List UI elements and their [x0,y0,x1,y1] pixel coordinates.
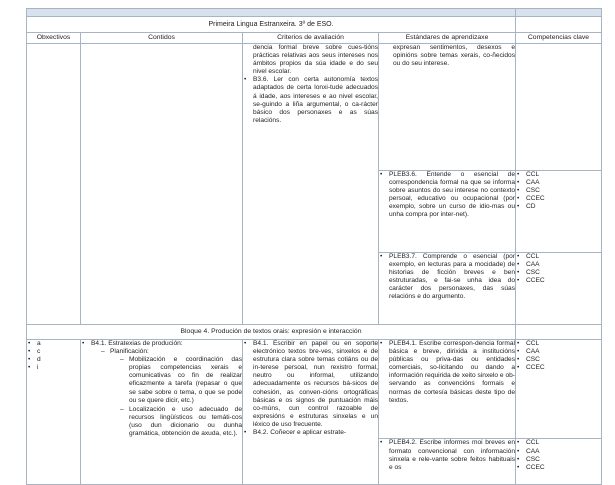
criteria-item-b36: • B3.6. Ler con certa autonomía textos adaptados de certa lonxi-tude adecuados á idade, aos intereses e ao nivel escolar, se-guindo a liña argumental, o ca-rácter básico dos personaxes e as súas relacións. [243,76,378,125]
competencies-list [516,171,601,211]
competencies-cell-ple36 [516,171,602,253]
top-bar-row [27,9,602,17]
top-bar-right [516,9,602,17]
competency-item: • CCEC [516,464,601,472]
title-row-right [516,17,602,33]
competency-item: • CCEC [516,364,601,372]
objectives-cell-block4 [27,340,81,485]
standard-ple36: • PLEB3.6. Entende o esencial de correspondencia formal na que se informa sobre asuntos do seu interese no contexto persoal, educativo ou ocupacional (por exemplo, sobre un curso de idio-mas ou unha compra por inter-net). [379,171,515,220]
contents-cell-empty [81,44,243,325]
competency-item: • CCEC [516,195,601,203]
competencies-list [516,340,601,372]
content-planning-label: Planificación: [110,348,149,356]
criteria-cell-continued [243,44,379,325]
criteria-item-b42: • B4.2. Coñecer e aplicar estrate- [243,429,378,437]
criteria-item-b41: • B4.1. Escribir en papel ou en soporte electrónico textos bre-ves, sinxelos e de estrutura clara sobre temas cotiáns ou de in-terese persoal, nun rexistro formal, neutro ou informal, utilizando adecuadamente os recursos bá-sicos de cohesión, as conven-cións ortográficas básicas e os signos de puntuación máis co-múns, cun control razoable de expresións e estruturas sinxelas e un léxico de uso frecuente. [243,340,378,429]
criteria-list [243,76,378,125]
standards-cell-ple42 [379,439,516,485]
competency-item: • CCEC [516,277,601,285]
competency-item: • CSC [516,269,601,277]
competency-item: • CSC [516,456,601,464]
top-bar [27,9,516,17]
header-standards: Estándares de aprendizaxe [379,33,516,44]
objective-item: • i [27,364,80,372]
standards-cell-ple37 [379,253,516,325]
competency-item: • CSC [516,187,601,195]
standards-cell-continued [379,44,516,171]
competency-item: • CCL [516,340,601,348]
block-row-right [516,325,602,340]
content-item: – Localización e uso adecuado de recursos lingüísticos ou temáti-cos (uso dun dicionario ou dunha gramática, obtención de axuda, etc.). [120,406,242,438]
criteria-cell-block4 [243,340,379,485]
objective-item: • a [27,340,80,348]
content-item: – Mobilización e coordinación das propias competencias xerais e comunicativas co fin de realizar eficazmente a tarefa (repasar o que se sabe sobre o tema, o que se pode ou se quere dicir, etc.) [120,356,242,405]
standards-cell-ple36 [379,171,516,253]
competency-item: • CAA [516,179,601,187]
criteria-list [243,340,378,437]
competency-item: • CCL [516,253,601,261]
competencies-list [516,253,601,285]
competency-item: • CCL [516,439,601,447]
block4-title: Bloque 4. Produción de textos orais: expresión e interacción [27,325,516,340]
block-row [27,325,602,340]
header-contents: Contidos [81,33,243,44]
content-b41-title: B4.1. Estratexias de produción: [91,340,183,347]
header-objectives: Obxectivos [27,33,81,44]
competency-item: • CAA [516,261,601,269]
competencies-list [516,439,601,471]
table-row [27,44,602,171]
standard-ple42: • PLEB4.2. Escribe informes moi breves en formato convencional con información sinxela e rele-vante sobre feitos habituais e os [379,439,515,471]
competencies-cell-ple42 [516,439,602,485]
table-title: Primeira Lingua Estranxeira. 3º de ESO. [27,17,516,33]
content-subsublist [110,356,242,438]
competency-item: • CAA [516,448,601,456]
criteria-continued-text: dencia formal breve sobre cues-tións prácticas relativas aos seus intereses nos ámbitos propios da súa idade e do seu nivel escolar. [253,44,378,76]
header-row [27,33,602,44]
standards-list [379,171,515,220]
header-criteria: Criterios de avaliación [243,33,379,44]
header-competencies: Competencias clave [516,33,602,44]
competency-item: • CCL [516,171,601,179]
objective-item: • c [27,348,80,356]
competencies-cell-empty [516,44,602,171]
objective-item: • d [27,356,80,364]
competency-item: • CAA [516,348,601,356]
competency-item: • CD [516,203,601,211]
standards-list [379,340,515,405]
objectives-cell-empty [27,44,81,325]
standard-ple41: • PLEB4.1. Escribe correspon-dencia formal básica e breve, dirixida a institucións públicas ou priva-das ou entidades comerciais, so-licitando ou dando a información requirida de xeito sinxelo e ob-servando as convencións formais e normas de cortesía básicas deste tipo de textos. [379,340,515,405]
title-row [27,17,602,33]
objectives-list [27,340,80,372]
content-b41 [81,340,242,438]
competencies-cell-ple37 [516,253,602,325]
competency-item: • CSC [516,356,601,364]
standard-ple37: • PLEB3.7. Comprende o esencial (por exemplo, en lecturas para a mocidade) de historias de ficción breves e ben estruturadas, e fai-se unha idea do carácter dos personaxes, das súas relacións e do argumento. [379,253,515,302]
standards-list [379,439,515,471]
curriculum-table [26,8,602,485]
content-planning [101,348,242,438]
standards-continued-text: expresan sentimentos, desexos e opinións sobre temas xerais, co-ñecidos ou do seu interese. [393,44,515,68]
content-sublist [91,348,242,438]
table-row [27,340,602,439]
criteria-clip [243,340,378,484]
contents-cell-block4 [81,340,243,485]
competencies-cell-ple41 [516,340,602,439]
contents-list [81,340,242,438]
standards-cell-ple41 [379,340,516,439]
standards-list [379,253,515,302]
